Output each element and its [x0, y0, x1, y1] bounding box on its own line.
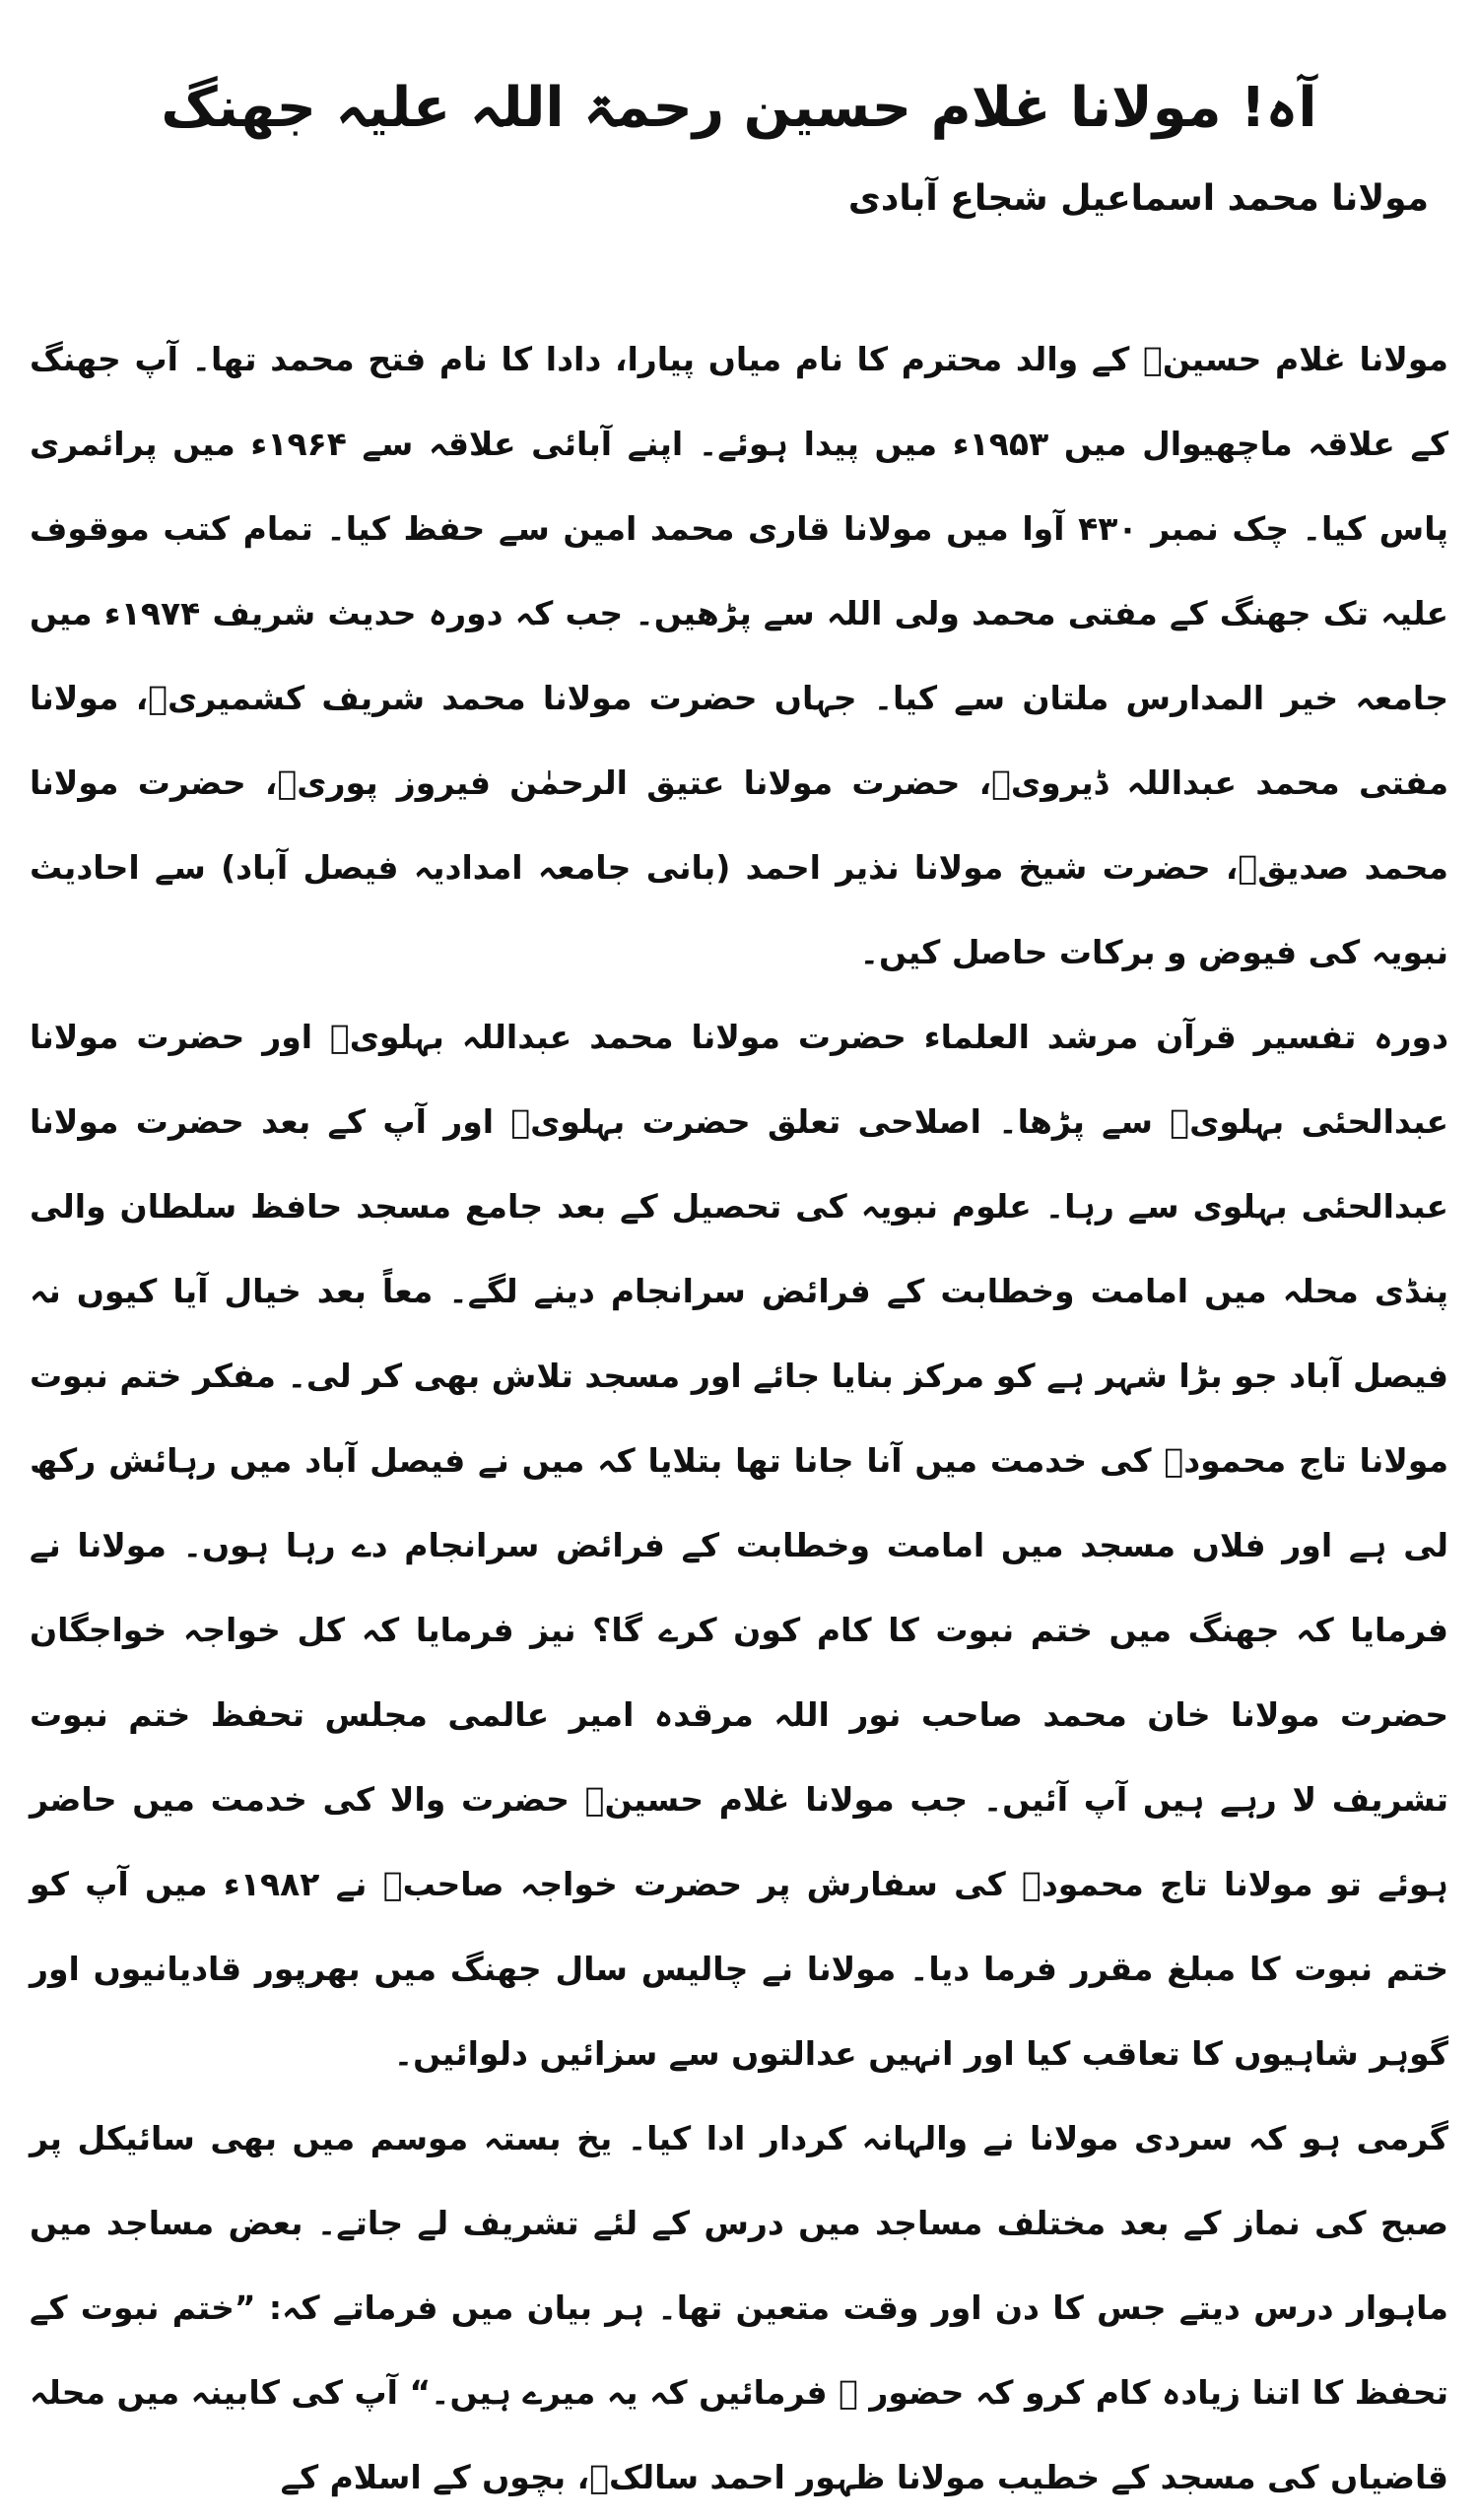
article-author: مولانا محمد اسماعیل شجاع آبادی [847, 178, 1429, 219]
article-page [30, 69, 1449, 2496]
paragraph-tafsir-service: دورہ تفسیر قرآن مرشد العلماء حضرت مولانا محمد عبداللہ بہلویؒ اور حضرت مولانا عبدالحئی بہلویؒ سے پڑھا۔ اصلاحی تعلق حضرت بہلویؒ اور آپ کے بعد حضرت مولانا عبدالحئی بہلوی سے رہا۔ علوم نبویہ کی تحصیل کے بعد جامع مسجد حافظ سلطان والی پنڈی محلہ میں امامت وخطابت کے فرائض سرانجام دینے لگے۔ معاً بعد خیال آیا کیوں نہ فیصل آباد جو بڑا شہر ہے کو مرکز بنایا جائے اور مسجد تلاش بھی کر لی۔ مفکر ختم نبوت مولانا تاج محمودؒ کی خدمت میں آنا جانا تھا بتلایا کہ میں نے فیصل آباد میں رہائش رکھ لی ہے اور فلاں مسجد میں امامت وخطابت کے فرائض سرانجام دے رہا ہوں۔ مولانا نے فرمایا کہ جھنگ میں ختم نبوت کا کام کون کرے گا؟ نیز فرمایا کہ کل خواجہ خواجگان حضرت مولانا خان محمد صاحب نور اللہ مرقدہ امیر عالمی مجلس تحفظ ختم نبوت تشریف لا رہے ہیں آپ آئیں۔ جب مولانا غلام حسینؒ حضرت والا کی خدمت میں حاضر ہوئے تو مولانا تاج محمودؒ کی سفارش پر حضرت خواجہ صاحبؒ نے ۱۹۸۲ء میں آپ کو ختم نبوت کا مبلغ مقرر فرما دیا۔ مولانا نے چالیس سال جھنگ میں بھرپور قادیانیوں اور گوہر شاہیوں کا تعاقب کیا اور انہیں عدالتوں سے سزائیں دلوائیں۔ [30, 1018, 1448, 2073]
paragraph-biography: مولانا غلام حسینؒ کے والد محترم کا نام میاں پیارا، دادا کا نام فتح محمد تھا۔ آپ جھنگ کے علاقہ ماچھیوال میں ۱۹۵۳ء میں پیدا ہوئے۔ اپنے آبائی علاقہ سے ۱۹۶۴ء میں پرائمری پاس کیا۔ چک نمبر ۴۳۰ آوا میں مولانا قاری محمد امین سے حفظ کیا۔ تمام کتب موقوف علیہ تک جھنگ کے مفتی محمد ولی اللہ سے پڑھیں۔ جب کہ دورہ حدیث شریف ۱۹۷۴ء میں جامعہ خیر المدارس ملتان سے کیا۔ جہاں حضرت مولانا محمد شریف کشمیریؒ، مولانا مفتی محمد عبداللہ ڈیرویؒ، حضرت مولانا عتیق الرحمٰن فیروز پوریؒ، حضرت مولانا محمد صدیقؒ، حضرت شیخ مولانا نذیر احمد (بانی جامعہ امدادیہ فیصل آباد) سے احادیث نبویہ کی فیوض و برکات حاصل کیں۔ [30, 340, 1449, 971]
article-title: آہ! مولانا غلام حسین رحمۃ اللہ علیہ جھنگ [161, 76, 1317, 140]
paragraph-dedication: گرمی ہو کہ سردی مولانا نے والہانہ کردار ادا کیا۔ یخ بستہ موسم میں بھی سائیکل پر صبح کی نماز کے بعد مختلف مساجد میں درس کے لئے تشریف لے جاتے۔ بعض مساجد میں ماہوار درس دیتے جس کا دن اور وقت متعین تھا۔ ہر بیان میں فرماتے کہ: ”ختم نبوت کے تحفظ کا اتنا زیادہ کام کرو کہ حضور ﷺ فرمائیں کہ یہ میرے ہیں۔“ آپ کی کابینہ میں محلہ قاضیاں کی مسجد کے خطیب مولانا ظہور احمد سالکؒ، بچوں کے اسلام کے [30, 2119, 1448, 2496]
article-body [30, 317, 1448, 2520]
